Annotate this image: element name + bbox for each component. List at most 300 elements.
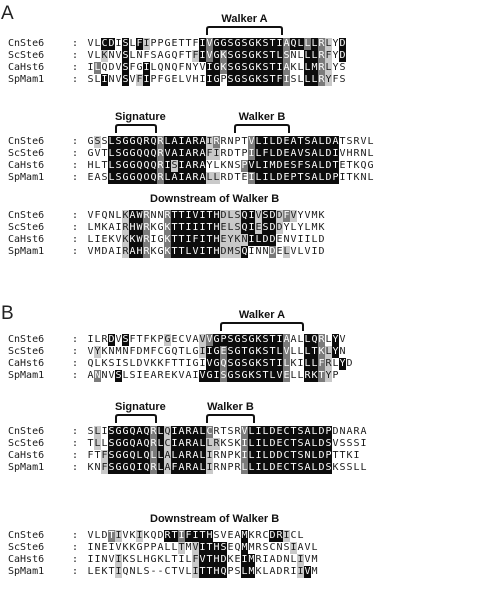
residue: A <box>178 462 185 473</box>
residue: L <box>311 74 318 85</box>
residue: K <box>255 62 262 73</box>
residue: N <box>262 246 269 257</box>
residue: E <box>276 438 283 449</box>
residue: Q <box>143 438 150 449</box>
residue: T <box>206 542 213 553</box>
residue: V <box>290 246 297 257</box>
residue: I <box>290 542 297 553</box>
residue: R <box>304 370 311 381</box>
residue: D <box>269 246 276 257</box>
residue: A <box>129 246 136 257</box>
residue: V <box>255 210 262 221</box>
residue: L <box>325 346 332 357</box>
residue: I <box>353 450 360 461</box>
residue: S <box>129 370 136 381</box>
separator-colon: : <box>72 370 79 381</box>
residue: Q <box>311 334 318 345</box>
residue: T <box>178 542 185 553</box>
sequence-name: ScSte6 <box>8 50 45 61</box>
residue: T <box>178 234 185 245</box>
residue: F <box>101 462 108 473</box>
residue: R <box>164 530 171 541</box>
residue: L <box>367 136 374 147</box>
residue: N <box>360 148 367 159</box>
residue: T <box>171 358 178 369</box>
residue: S <box>227 50 234 61</box>
residue: I <box>199 50 206 61</box>
motif-bracket <box>234 124 290 134</box>
residue: D <box>269 426 276 437</box>
residue: S <box>213 530 220 541</box>
residue: Q <box>150 148 157 159</box>
residue: V <box>87 530 94 541</box>
residue: Q <box>241 210 248 221</box>
sequence-name: CnSte6 <box>8 210 45 221</box>
residue: L <box>150 450 157 461</box>
residue: L <box>129 50 136 61</box>
residue: D <box>220 210 227 221</box>
residue: I <box>248 246 255 257</box>
residue: L <box>94 160 101 171</box>
residue: T <box>241 346 248 357</box>
motif-annotation <box>206 402 255 424</box>
residue: G <box>192 358 199 369</box>
residue: R <box>234 426 241 437</box>
residue: S <box>115 370 122 381</box>
residue: H <box>87 160 94 171</box>
residue: I <box>94 554 101 565</box>
residue: A <box>185 172 192 183</box>
residue: C <box>290 530 297 541</box>
residue: K <box>101 222 108 233</box>
residue: K <box>143 530 150 541</box>
residue: Q <box>129 462 136 473</box>
residue: V <box>178 370 185 381</box>
residue: D <box>227 148 234 159</box>
residue: I <box>241 554 248 565</box>
residue: N <box>108 346 115 357</box>
residue: S <box>241 62 248 73</box>
residue: I <box>255 462 262 473</box>
residue: Y <box>227 234 234 245</box>
residue: K <box>150 222 157 233</box>
residue: H <box>143 554 150 565</box>
residue: K <box>171 370 178 381</box>
residue: S <box>262 38 269 49</box>
residue: L <box>297 334 304 345</box>
residue: L <box>318 148 325 159</box>
residue: T <box>101 160 108 171</box>
residue: V <box>115 542 122 553</box>
residue: V <box>304 246 311 257</box>
residue: F <box>325 50 332 61</box>
residue: L <box>94 50 101 61</box>
residue: L <box>213 160 220 171</box>
residue: S <box>227 38 234 49</box>
residue: N <box>164 62 171 73</box>
separator-colon: : <box>72 38 79 49</box>
residue: K <box>150 246 157 257</box>
motif-bracket <box>206 414 255 424</box>
residue: S <box>122 74 129 85</box>
residue: R <box>213 136 220 147</box>
downstream-label: Downstream of Walker B <box>150 193 280 205</box>
residue: F <box>178 62 185 73</box>
motif-label: Signature <box>115 401 166 413</box>
residue: I <box>248 172 255 183</box>
residue: R <box>157 160 164 171</box>
residue: M <box>185 542 192 553</box>
residue: I <box>255 438 262 449</box>
residue: S <box>234 566 241 577</box>
residue: N <box>122 346 129 357</box>
residue: P <box>290 172 297 183</box>
residue: N <box>94 542 101 553</box>
residue: R <box>122 246 129 257</box>
separator-colon: : <box>72 346 79 357</box>
residue: L <box>108 160 115 171</box>
residue: K <box>255 346 262 357</box>
residue: N <box>108 74 115 85</box>
residue: V <box>199 334 206 345</box>
residue: V <box>304 566 311 577</box>
residue: L <box>311 358 318 369</box>
residue: T <box>297 136 304 147</box>
residue: I <box>276 334 283 345</box>
residue: L <box>108 136 115 147</box>
residue: V <box>122 530 129 541</box>
residue: L <box>325 334 332 345</box>
residue: L <box>87 222 94 233</box>
residue: G <box>157 222 164 233</box>
residue: S <box>283 542 290 553</box>
residue: R <box>157 136 164 147</box>
residue: D <box>318 426 325 437</box>
residue: L <box>255 234 262 245</box>
residue: L <box>136 450 143 461</box>
residue: L <box>164 542 171 553</box>
residue: N <box>136 50 143 61</box>
residue: D <box>269 234 276 245</box>
residue: L <box>262 426 269 437</box>
sequence-name: SpMam1 <box>8 246 45 257</box>
residue: A <box>269 554 276 565</box>
residue: Q <box>150 530 157 541</box>
residue: D <box>346 358 353 369</box>
residue: E <box>241 172 248 183</box>
residue: F <box>318 358 325 369</box>
residue: I <box>115 530 122 541</box>
residue: V <box>283 346 290 357</box>
residue: L <box>94 530 101 541</box>
residue: E <box>101 542 108 553</box>
residue: S <box>101 136 108 147</box>
residue: T <box>346 160 353 171</box>
residue: T <box>339 136 346 147</box>
residue: S <box>339 438 346 449</box>
residue: T <box>269 38 276 49</box>
residue: D <box>157 530 164 541</box>
residue: A <box>171 148 178 159</box>
residue: R <box>143 222 150 233</box>
residue: S <box>234 246 241 257</box>
residue: L <box>360 462 367 473</box>
residue: I <box>248 222 255 233</box>
residue: R <box>192 160 199 171</box>
residue: S <box>241 50 248 61</box>
residue: Q <box>122 566 129 577</box>
residue: I <box>241 450 248 461</box>
residue: A <box>199 160 206 171</box>
motif-label: Signature <box>115 111 166 123</box>
residue: R <box>157 148 164 159</box>
residue: K <box>353 172 360 183</box>
residue: P <box>150 74 157 85</box>
residue: L <box>304 74 311 85</box>
residue: L <box>304 50 311 61</box>
residue: I <box>283 530 290 541</box>
residue: M <box>311 566 318 577</box>
residue: V <box>248 160 255 171</box>
motif-annotation <box>206 14 283 36</box>
residue: G <box>248 38 255 49</box>
residue: I <box>199 222 206 233</box>
residue: T <box>178 346 185 357</box>
residue: S <box>304 148 311 159</box>
residue: I <box>115 358 122 369</box>
residue: S <box>262 222 269 233</box>
residue: G <box>122 172 129 183</box>
residue: L <box>199 426 206 437</box>
residue: G <box>213 62 220 73</box>
residue: L <box>157 462 164 473</box>
motif-label: Walker A <box>238 309 286 321</box>
residue: N <box>339 426 346 437</box>
residue: T <box>269 62 276 73</box>
residue: T <box>178 222 185 233</box>
residue: A <box>178 450 185 461</box>
residue: S <box>304 136 311 147</box>
residue: L <box>94 38 101 49</box>
residue: D <box>276 450 283 461</box>
separator-colon: : <box>72 554 79 565</box>
residue: I <box>136 462 143 473</box>
residue: L <box>199 438 206 449</box>
residue: T <box>339 450 346 461</box>
residue: D <box>318 234 325 245</box>
residue: G <box>248 74 255 85</box>
motif-bracket <box>115 124 157 134</box>
residue: L <box>136 566 143 577</box>
residue: I <box>192 370 199 381</box>
residue: K <box>255 38 262 49</box>
residue: F <box>178 50 185 61</box>
residue: S <box>220 370 227 381</box>
residue: I <box>178 554 185 565</box>
residue: V <box>206 334 213 345</box>
residue: G <box>192 346 199 357</box>
residue: T <box>220 426 227 437</box>
sequence-name: CaHst6 <box>8 234 45 245</box>
residue: D <box>220 554 227 565</box>
separator-colon: : <box>72 222 79 233</box>
residue: E <box>220 222 227 233</box>
residue: D <box>276 222 283 233</box>
residue: S <box>283 50 290 61</box>
residue: K <box>157 358 164 369</box>
residue: L <box>276 50 283 61</box>
residue: G <box>136 542 143 553</box>
residue: Q <box>101 62 108 73</box>
residue: G <box>164 74 171 85</box>
residue: K <box>255 74 262 85</box>
residue: L <box>304 358 311 369</box>
residue: E <box>220 346 227 357</box>
residue: G <box>234 334 241 345</box>
residue: S <box>143 566 150 577</box>
residue: E <box>283 148 290 159</box>
residue: H <box>346 148 353 159</box>
residue: G <box>129 136 136 147</box>
residue: A <box>94 172 101 183</box>
residue: L <box>178 74 185 85</box>
residue: P <box>332 370 339 381</box>
residue: R <box>318 38 325 49</box>
residue: F <box>185 530 192 541</box>
residue: T <box>318 370 325 381</box>
residue: D <box>318 246 325 257</box>
residue: A <box>269 566 276 577</box>
residue: I <box>248 234 255 245</box>
residue: A <box>185 136 192 147</box>
residue: D <box>339 38 346 49</box>
residue: C <box>283 438 290 449</box>
residue: F <box>192 38 199 49</box>
residue: G <box>213 358 220 369</box>
residue: K <box>234 450 241 461</box>
residue: I <box>262 554 269 565</box>
residue: I <box>115 554 122 565</box>
residue: C <box>164 438 171 449</box>
residue: T <box>171 222 178 233</box>
residue: G <box>122 148 129 159</box>
residue: A <box>129 210 136 221</box>
residue: A <box>87 370 94 381</box>
residue: I <box>304 234 311 245</box>
residue: V <box>360 136 367 147</box>
residue: L <box>269 148 276 159</box>
residue: A <box>199 148 206 159</box>
residue: L <box>304 346 311 357</box>
residue: C <box>164 566 171 577</box>
residue: S <box>94 136 101 147</box>
residue: R <box>150 426 157 437</box>
residue: Q <box>136 148 143 159</box>
motif-bracket <box>206 26 283 36</box>
residue: S <box>227 334 234 345</box>
residue: G <box>213 50 220 61</box>
residue: T <box>171 554 178 565</box>
residue: M <box>311 554 318 565</box>
residue: S <box>234 210 241 221</box>
separator-colon: : <box>72 334 79 345</box>
residue: L <box>262 438 269 449</box>
residue: Y <box>192 62 199 73</box>
residue: E <box>276 246 283 257</box>
residue: L <box>325 62 332 73</box>
residue: L <box>157 438 164 449</box>
residue: S <box>262 74 269 85</box>
residue: F <box>164 358 171 369</box>
separator-colon: : <box>72 246 79 257</box>
residue: I <box>199 38 206 49</box>
residue: T <box>290 462 297 473</box>
residue: R <box>318 74 325 85</box>
residue: T <box>94 450 101 461</box>
residue: V <box>143 358 150 369</box>
residue: T <box>206 554 213 565</box>
residue: Y <box>283 222 290 233</box>
residue: E <box>276 462 283 473</box>
residue: V <box>199 62 206 73</box>
residue: K <box>290 62 297 73</box>
separator-colon: : <box>72 462 79 473</box>
residue: V <box>192 542 199 553</box>
residue: L <box>108 148 115 159</box>
residue: S <box>255 370 262 381</box>
residue: A <box>136 438 143 449</box>
residue: G <box>164 50 171 61</box>
residue: T <box>234 148 241 159</box>
residue: K <box>220 50 227 61</box>
residue: D <box>325 148 332 159</box>
residue: P <box>220 74 227 85</box>
residue: S <box>122 358 129 369</box>
residue: T <box>199 566 206 577</box>
residue: N <box>283 554 290 565</box>
residue: L <box>136 554 143 565</box>
residue: R <box>353 426 360 437</box>
residue: Q <box>101 210 108 221</box>
residue: S <box>171 160 178 171</box>
residue: V <box>304 542 311 553</box>
residue: V <box>248 136 255 147</box>
residue: S <box>241 74 248 85</box>
residue: S <box>339 74 346 85</box>
residue: D <box>262 234 269 245</box>
residue: D <box>269 450 276 461</box>
residue: G <box>122 462 129 473</box>
residue: K <box>101 566 108 577</box>
residue: T <box>346 172 353 183</box>
residue: L <box>297 370 304 381</box>
residue: L <box>248 426 255 437</box>
separator-colon: : <box>72 136 79 147</box>
residue: N <box>255 246 262 257</box>
residue: I <box>199 358 206 369</box>
residue: S <box>108 450 115 461</box>
residue: D <box>101 246 108 257</box>
residue: K <box>164 234 171 245</box>
residue: N <box>339 346 346 357</box>
residue: A <box>108 222 115 233</box>
residue: D <box>108 38 115 49</box>
residue: I <box>206 136 213 147</box>
residue: G <box>234 346 241 357</box>
residue: R <box>213 450 220 461</box>
residue: S <box>262 62 269 73</box>
residue: L <box>318 160 325 171</box>
